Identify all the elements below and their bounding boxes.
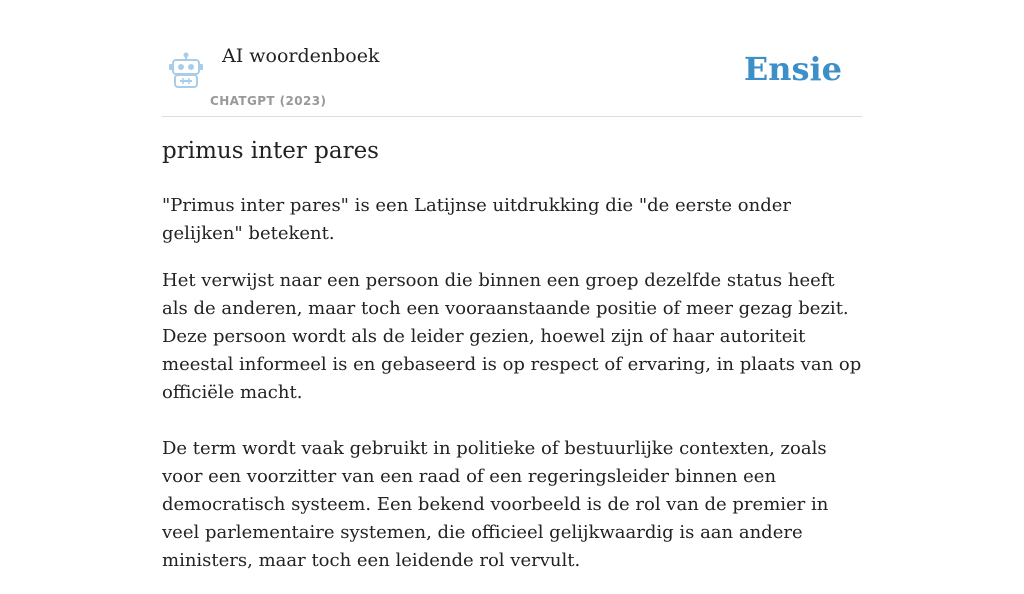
ensie-logo-link[interactable]: Ensie	[743, 50, 842, 88]
entry-definition	[162, 192, 862, 594]
definition-paragraph: Het verwijst naar een persoon die binnen een groep dezelfde status heeft als de anderen, maar toch een vooraanstaande positie of meer gezag bezit. Deze persoon wordt als de leider gezien, hoewel zijn of haar autoriteit meestal informeel is en gebaseerd is op respect of ervaring, in plaats van op officiële macht.	[162, 270, 862, 403]
robot-icon	[166, 52, 206, 90]
entry-header	[162, 40, 862, 117]
entry-term: primus inter pares	[162, 138, 379, 164]
definition-paragraph: De term wordt vaak gebruikt in politieke of bestuurlijke contexten, zoals voor een voorzitter van een raad of een regeringsleider binnen een democratisch systeem. Een bekend voorbeeld is de rol van de premier in veel parlementaire systemen, die officieel gelijkwaardig is aan andere ministers, maar toch een leidende rol vervult.	[162, 438, 829, 571]
dictionary-source: CHATGPT (2023)	[210, 94, 327, 108]
dictionary-title[interactable]: AI woordenboek	[222, 45, 380, 67]
definition-paragraph: "Primus inter pares" is een Latijnse uitdrukking die "de eerste onder gelijken" betekent.	[162, 195, 791, 244]
